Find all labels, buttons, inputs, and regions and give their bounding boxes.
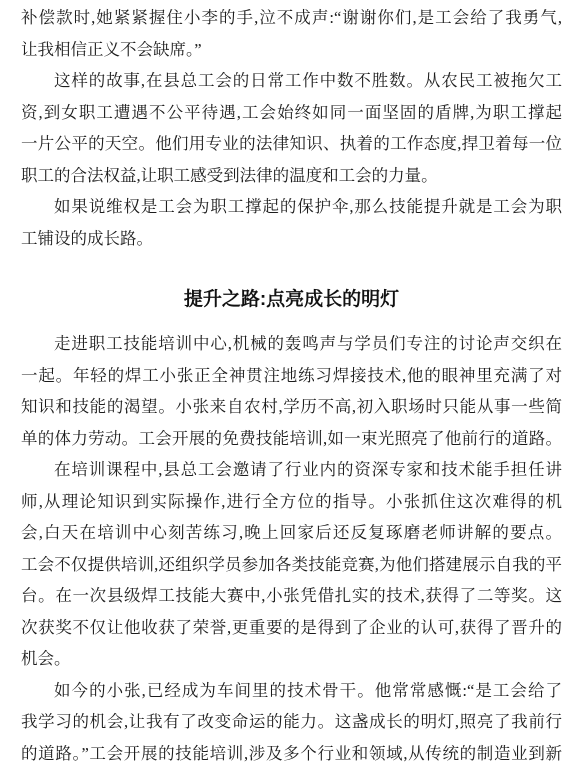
text-line: 让我相信正义不会缺席。” — [21, 39, 202, 59]
text-line: 台。在一次县级焊工技能大赛中,小张凭借扎实的技术,获得了二等奖。这 — [21, 586, 562, 605]
text-line: 工铺设的成长路。 — [21, 228, 153, 248]
body-paragraph — [21, 454, 562, 675]
body-paragraph — [21, 65, 562, 191]
body-paragraph — [21, 2, 562, 65]
text-line: 的道路。”工会开展的技能培训,涉及多个行业和领域,从传统的制造业到新 — [21, 743, 562, 763]
text-line: 知识和技能的渴望。小张来自农村,学历不高,初入职场时只能从事一些简 — [21, 397, 562, 416]
text-line: 资,到女职工遭遇不公平待遇,工会始终如同一面坚固的盾牌,为职工撑起 — [21, 102, 562, 122]
body-paragraph — [21, 675, 562, 770]
text-line: 师,从理论知识到实际操作,进行全方位的指导。小张抓住这次难得的机 — [21, 491, 562, 511]
section-heading: 提升之路:点亮成长的明灯 — [183, 289, 400, 310]
document-page — [21, 2, 562, 769]
body-paragraph — [21, 328, 562, 454]
text-line: 工会不仅提供培训,还组织学员参加各类技能竞赛,为他们搭建展示自我的平 — [21, 554, 562, 574]
text-line: 如今的小张,已经成为车间里的技术骨干。他常常感慨:“是工会给了 — [54, 680, 562, 700]
text-line: 我学习的机会,让我有了改变命运的能力。这盏成长的明灯,照亮了我前行 — [21, 712, 562, 731]
text-line: 一起。年轻的焊工小张正全神贯注地练习焊接技术,他的眼神里充满了对 — [21, 365, 562, 385]
text-line: 机会。 — [21, 649, 71, 668]
text-line: 这样的故事,在县总工会的日常工作中数不胜数。从农民工被拖欠工 — [54, 71, 562, 90]
text-line: 走进职工技能培训中心,机械的轰鸣声与学员们专注的讨论声交织在 — [54, 334, 562, 353]
text-line: 如果说维权是工会为职工撑起的保护伞,那么技能提升就是工会为职 — [54, 197, 562, 216]
text-line: 补偿款时,她紧紧握住小李的手,泣不成声:“谢谢你们,是工会给了我勇气, — [21, 8, 562, 27]
body-paragraph — [21, 191, 562, 254]
text-line: 会,白天在培训中心刻苦练习,晚上回家后还反复琢磨老师讲解的要点。 — [21, 523, 562, 542]
text-line: 职工的合法权益,让职工感受到法律的温度和工会的力量。 — [21, 165, 438, 185]
text-line: 一片公平的天空。他们用专业的法律知识、执着的工作态度,捍卫着每一位 — [21, 134, 562, 153]
text-line: 单的体力劳动。工会开展的免费技能培训,如一束光照亮了他前行的道路。 — [21, 428, 562, 448]
text-line: 次获奖不仅让他收获了荣誉,更重要的是得到了企业的认可,获得了晋升的 — [21, 617, 562, 637]
text-line: 在培训课程中,县总工会邀请了行业内的资深专家和技术能手担任讲 — [54, 460, 562, 479]
